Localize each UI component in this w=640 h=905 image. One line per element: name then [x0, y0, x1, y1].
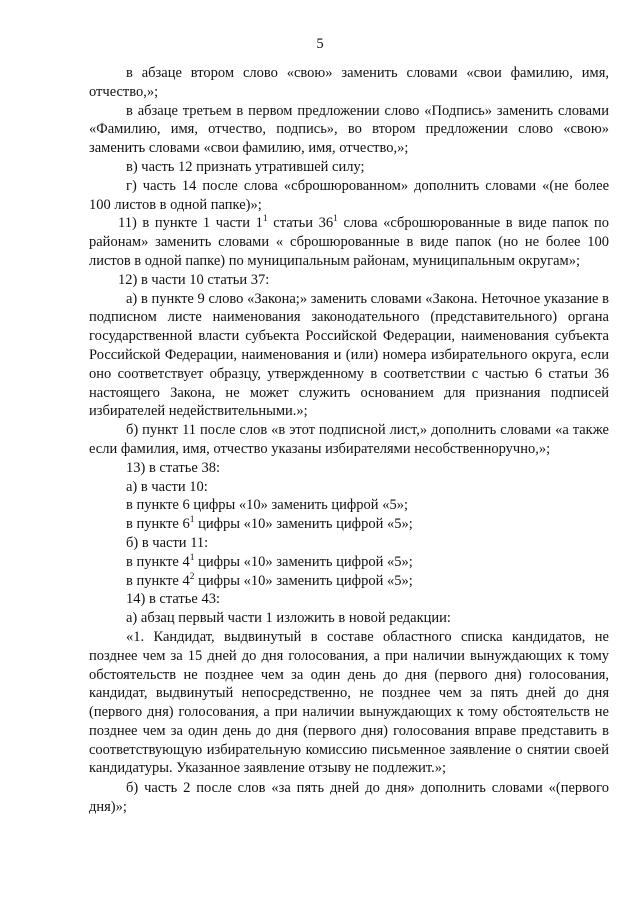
paragraph: в пункте $6^1$ цифры «10» заменить цифрой «5»;	[126, 515, 413, 533]
paragraph: б) часть 2 после слов «за пять дней до дня» дополнить словами «(первого дня)»;	[89, 780, 609, 816]
paragraph: б) в части 11:	[126, 534, 209, 551]
paragraph: а) абзац первый части 1 изложить в новой редакции:	[126, 610, 451, 627]
paragraph: в абзаце втором слово «свою» заменить словами «свои фамилию, имя, отчество,»;	[89, 65, 609, 100]
paragraph: г) часть 14 после слова «сброшюрованном» дополнить словами «(не более 100 листов в одной папке)»;	[89, 177, 609, 213]
paragraph: а) в пункте 9 слово «Закона;» заменить словами «Закона. Неточное указание в подписном листе наименования законодательного (представительного) органа государственной власти субъекта Российской Федерации, наименования субъекта Российской Федерации, наименования и (или) номера избирательного округа, если оно соответствует образцу, утвержденному в соответствии с частью 6 статьи 36 настоящего Закона, не может служить основанием для признания подписей избирателей недействительными.»;	[89, 290, 609, 420]
paragraph: а) в части 10:	[126, 478, 208, 495]
page-number: 5	[316, 36, 324, 52]
paragraph: в пункте $4^2$ цифры «10» заменить цифрой «5»;	[126, 571, 413, 589]
paragraph: 12) в части 10 статьи 37:	[118, 271, 270, 288]
paragraph: 13) в статье 38:	[126, 459, 220, 476]
superscript: 1	[262, 214, 268, 225]
superscript: 1	[333, 214, 338, 225]
paragraph: в пункте 6 цифры «10» заменить цифрой «5»;	[126, 497, 408, 514]
paragraph: б) пункт 11 после слов «в этот подписной лист,» дополнить словами «а также если фамилия, имя, отчество указаны избирателями несобственноручно,»;	[89, 422, 609, 457]
paragraph: 11) в пункте 1 части $1^1$ статьи $36^1$ слова «сброшюрованные в виде папок по районам» заменить словами « сброшюрованные в виде папок (но не более 100 листов в одной папке) по муниципальным районам, муниципальным округам»;	[89, 214, 609, 269]
superscript: 1	[189, 552, 195, 563]
paragraph: «1. Кандидат, выдвинутый в составе областного списка кандидатов, не позднее чем за 15 дней до дня голосования, а при наличии вынуждающих к тому обстоятельств не позднее чем за один день до дня (первого дня) голосования, кандидат, выдвинутый непосредственно, не позднее чем за пять дней до дня (первого дня) голосования, а при наличии вынуждающих к тому обстоятельств не позднее чем за один день до дня (первого дня) голосования вправе представить в соответствующую избирательную комиссию письменное заявление о снятии своей кандидатуры. Указанное заявление отзыву не подлежит.»;	[89, 628, 609, 777]
paragraph: в пункте $4^1$ цифры «10» заменить цифрой «5»;	[126, 552, 413, 570]
document-body	[89, 64, 609, 817]
paragraph: в) часть 12 признать утратившей силу;	[126, 158, 365, 175]
superscript: 1	[189, 515, 195, 526]
paragraph: 14) в статье 43:	[126, 591, 220, 608]
paragraph: в абзаце третьем в первом предложении слово «Подпись» заменить словами «Фамилию, имя, отчество, подпись», во втором предложении слово «свою» заменить словами «свои фамилию, имя, отчество,»;	[89, 102, 609, 157]
superscript: 2	[189, 571, 195, 582]
